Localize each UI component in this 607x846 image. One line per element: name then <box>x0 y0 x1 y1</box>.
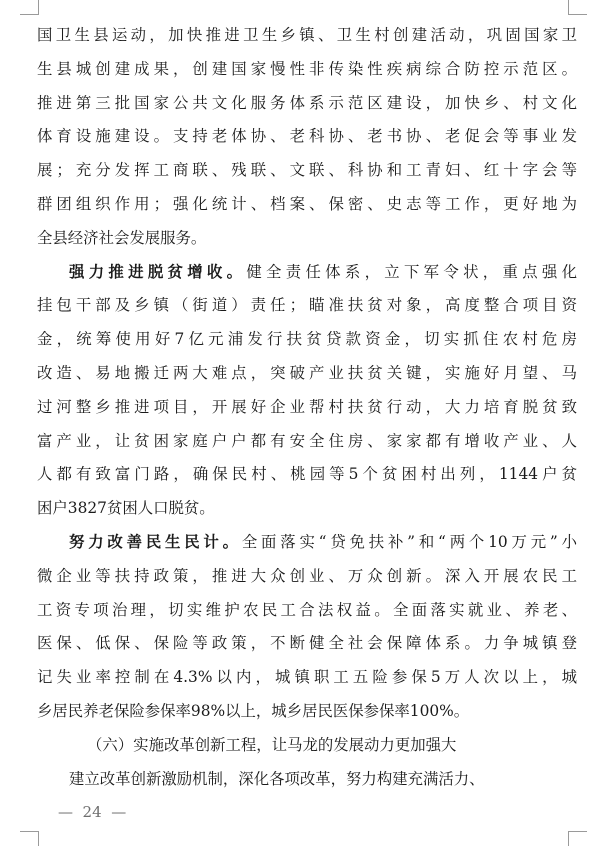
document-body <box>37 19 577 796</box>
text-line: 人都有致富门路，确保民村、桃园等5个贫困村出列，1144户贫 <box>37 465 577 484</box>
text-line: 困户3827贫困人口脱贫。 <box>37 499 215 518</box>
text-line: 挂包干部及乡镇（街道）责任；瞄准扶贫对象，高度整合项目资 <box>37 296 577 315</box>
page-number: 24 <box>82 803 102 821</box>
crop-mark-bottom-left <box>20 831 39 846</box>
paragraph-livelihood <box>37 526 577 729</box>
paragraph-heading: 努力改善民生民计。 <box>69 532 242 551</box>
page-footer <box>58 803 126 821</box>
footer-dash-left: — <box>58 803 73 821</box>
text-line: 国卫生县运动，加快推进卫生乡镇、卫生村创建活动，巩固国家卫 <box>37 26 577 44</box>
text-line: 推进第三批国家公共文化服务体系示范区建设，加快乡、村文化 <box>37 93 577 112</box>
paragraph-poverty-alleviation <box>37 256 577 526</box>
paragraph-heading: 强力推进脱贫增收。 <box>69 262 247 281</box>
text-line <box>37 526 577 560</box>
text-line: 微企业等扶持政策，推进大众创业、万众创新。深入开展农民工 <box>37 566 577 585</box>
text-run: 全面落实“贷免扶补”和“两个10万元”小 <box>241 532 577 551</box>
section-heading: （六）实施改革创新工程，让马龙的发展动力更加强大 <box>87 735 457 754</box>
text-line: 建立改革创新激励机制，深化各项改革，努力构建充满活力、 <box>69 769 485 788</box>
text-line: 改造、易地搬迁两大难点，突破产业扶贫关键，实施好月望、马 <box>37 363 577 382</box>
text-line: 记失业率控制在4.3%以内，城镇职工五险参保5万人次以上，城 <box>37 668 577 687</box>
paragraph-health-culture <box>37 19 577 256</box>
crop-mark-bottom-right <box>568 831 587 846</box>
text-line: 金，统筹使用好7亿元浦发行扶贫贷款资金，切实抓住农村危房 <box>37 330 577 349</box>
text-line: 富产业，让贫困家庭户户都有安全住房、家家都有增收产业、人 <box>37 431 577 450</box>
crop-mark-top-right <box>568 0 587 15</box>
text-line <box>37 256 577 290</box>
footer-dash-right: — <box>111 803 127 821</box>
text-line: 体育设施建设。支持老体协、老科协、老书协、老促会等事业发 <box>37 127 577 146</box>
text-line: 展；充分发挥工商联、残联、文联、科协和工青妇、红十字会等 <box>37 161 577 180</box>
text-line: 医保、低保、保险等政策，不断健全社会保障体系。力争城镇登 <box>37 634 577 653</box>
text-line: 过河整乡推进项目，开展好企业帮村扶贫行动，大力培育脱贫致 <box>37 397 577 416</box>
text-line: 乡居民养老保险参保率98%以上，城乡居民医保参保率100%。 <box>37 701 470 720</box>
crop-mark-top-left <box>20 0 39 15</box>
text-line: 全县经济社会发展服务。 <box>37 228 207 247</box>
text-line: 群团组织作用；强化统计、档案、保密、史志等工作，更好地为 <box>37 194 577 213</box>
text-line: 生县城创建成果，创建国家慢性非传染性疾病综合防控示范区。 <box>37 59 577 78</box>
text-run: 健全责任体系，立下军令状，重点强化 <box>246 262 577 281</box>
text-line: 工资专项治理，切实维护农民工合法权益。全面落实就业、养老、 <box>37 600 577 619</box>
